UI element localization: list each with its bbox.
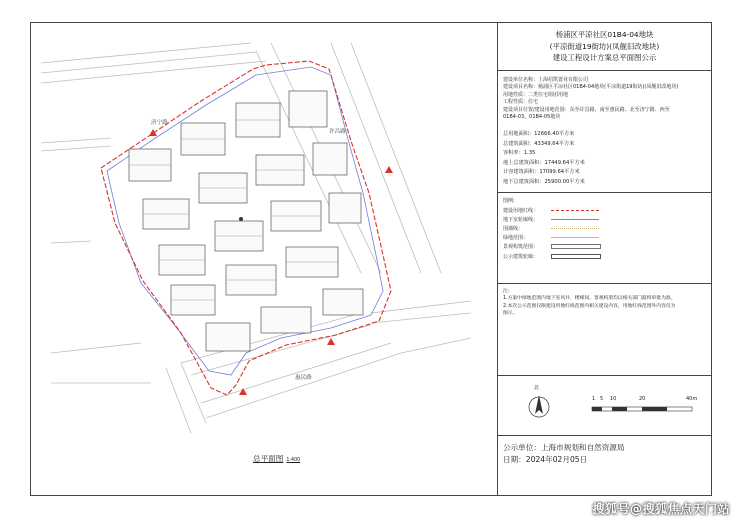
plan-title (253, 453, 300, 464)
legend-item (503, 224, 706, 233)
project-info-line: 建设项目位置/建设用地范围：东至许昌路、南至惠民路、北至济宁路、西至 (503, 106, 670, 113)
center-marker (239, 217, 243, 221)
project-info-line: 工程性质：住宅 (503, 99, 539, 106)
legend-item (503, 206, 706, 215)
legend-swatch-green (551, 237, 599, 238)
drawing-sheet (30, 22, 712, 496)
footer (498, 435, 711, 495)
legend-header: 图例: (503, 197, 515, 204)
legend-item (503, 215, 706, 224)
legend-label: 围墙线： (503, 226, 524, 233)
project-info-line: 01B4-03、01B4-05地块 (503, 114, 561, 121)
note-line: 2.本次公示范围仅限建设用地红线范围内相关建设内容，用地红线范围外内容仅为 (503, 303, 676, 309)
road-label-east: 许昌路 (329, 129, 346, 135)
site-plan-drawing (31, 23, 497, 495)
legend-label: 景观构筑范围： (503, 244, 539, 251)
note-line: 图示。 (503, 310, 518, 316)
stat-line: 地下总建筑面积：25900.00平方米 (503, 179, 585, 186)
legend-label: 地下室轮廓线： (503, 216, 539, 223)
road-label-north: 济宁路 (151, 120, 168, 126)
legend-item (503, 242, 706, 251)
scale-section (498, 375, 711, 436)
publish-date: 日期：2024年02月05日 (503, 455, 588, 464)
plan-scale: 1:400 (286, 458, 301, 463)
legend-item (503, 252, 706, 261)
legend (498, 192, 711, 265)
stat-line: 计容建筑面积：17099.64平方米 (503, 169, 580, 176)
legend-swatch-landscape (551, 244, 601, 249)
legend-swatch-basement (551, 219, 599, 220)
legend-label: 绿地范围： (503, 235, 529, 242)
site-plan-area (31, 23, 498, 495)
legend-swatch-building (551, 254, 601, 259)
note-line: 1.方案中绿地范围内地下室风井、楼梯间、景观构架均以相关部门最终审批为准。 (503, 296, 676, 302)
title-block (498, 23, 711, 71)
title-line-3: 建设工程设计方案总平面图公示 (552, 53, 657, 62)
notes (498, 283, 711, 322)
scale-tick: 20 (639, 396, 646, 402)
plan-title-text: 总平面图 (253, 454, 284, 463)
north-label: 北 (534, 385, 540, 391)
stat-line: 总用地面积：12666.40平方米 (503, 131, 575, 138)
publisher: 公示单位：上海市规划和自然资源局 (503, 443, 625, 452)
scale-ticks (590, 396, 710, 404)
scale-tick: 1 (592, 396, 596, 402)
legend-label: 公示建筑轮廓： (503, 253, 539, 260)
title-line-1: 杨浦区平凉社区01B4-04地块 (555, 30, 654, 39)
scale-tick: 40m (686, 396, 698, 402)
project-info-line: 建设项目名称：杨浦区平凉社区01B4-04地块(平凉街道19街坊)(凤舰旧改地块) (503, 84, 679, 91)
project-info-line: 用地性质：二类住宅组团用地 (503, 91, 569, 98)
road-label-south: 惠民路 (295, 375, 312, 381)
stat-line: 容积率：1.35 (503, 150, 536, 157)
north-arrow-icon (524, 392, 554, 422)
project-info (498, 71, 711, 123)
stat-line: 总建筑面积：43349.64平方米 (503, 140, 575, 147)
scale-tick: 10 (610, 396, 617, 402)
scale-bar (590, 404, 700, 416)
legend-swatch-red-line (551, 210, 599, 211)
project-info-line: 建设单位名称：上海招凯置业有限公司 (503, 76, 589, 83)
watermark: 搜狐号@搜狐焦点天门站 (592, 502, 730, 516)
title-line-2: (平凉街道19街坊)(凤舰旧改地块) (549, 41, 660, 51)
legend-swatch-wall (551, 228, 599, 229)
info-panel (498, 23, 711, 495)
scale-tick: 5 (600, 396, 604, 402)
notes-header: 注： (503, 288, 513, 294)
legend-label: 建设用地红线： (503, 207, 539, 214)
area-statistics (498, 128, 711, 188)
stat-line: 地上总建筑面积：17449.64平方米 (503, 159, 585, 166)
legend-item (503, 233, 706, 242)
